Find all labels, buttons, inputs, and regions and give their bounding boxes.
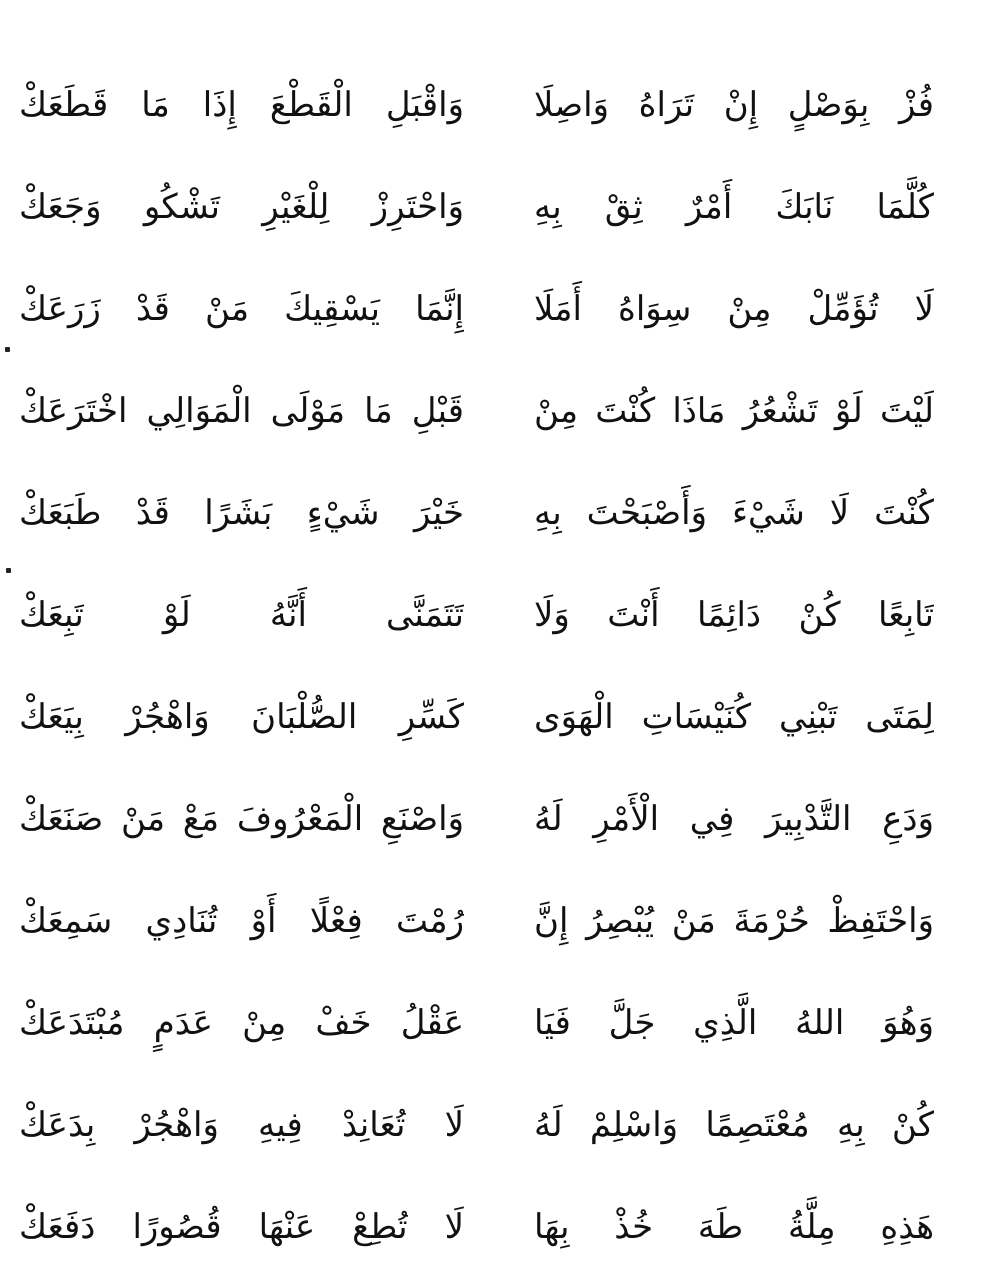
poem xyxy=(0,60,984,1284)
verse-second-hemistich: لَا تُطِعْ عَنْهَا قُصُورًا دَفَعَكْ xyxy=(19,1207,464,1247)
verse-line xyxy=(0,876,984,978)
verse-line xyxy=(0,1080,984,1182)
verse-second-hemistich: وَاصْنَعِ الْمَعْرُوفَ مَعْ مَنْ صَنَعَكْ xyxy=(19,799,464,839)
verse-line xyxy=(0,774,984,876)
verse-line xyxy=(0,468,984,570)
verse-first-hemistich: لِمَتَى تَبْنِي كُنَيْسَاتِ الْهَوَى xyxy=(534,697,934,737)
verse-first-hemistich: وَدَعِ التَّدْبِيرَ فِي الْأَمْرِ لَهُ xyxy=(534,799,934,839)
verse-second-hemistich: كَسِّرِ الصُّلْبَانَ وَاهْجُرْ بِيَعَكْ xyxy=(19,697,464,737)
verse-line xyxy=(0,162,984,264)
verse-first-hemistich: كُنْ بِهِ مُعْتَصِمًا وَاسْلِمْ لَهُ xyxy=(534,1105,934,1145)
verse-first-hemistich: وَاحْتَفِظْ حُرْمَةَ مَنْ يُبْصِرُ إِنَّ xyxy=(534,901,934,941)
verse-second-hemistich: رُمْتَ فِعْلًا أَوْ تُنَادِي سَمِعَكْ xyxy=(19,901,464,941)
verse-first-hemistich: لَا تُؤَمِّلْ مِنْ سِوَاهُ أَمَلَا xyxy=(534,289,934,329)
verse-first-hemistich: تَابِعًا كُنْ دَائِمًا أَنْتَ وَلَا xyxy=(534,595,934,635)
verse-second-hemistich: تَتَمَنَّى أَنَّهُ لَوْ تَبِعَكْ xyxy=(19,595,464,635)
verse-first-hemistich: وَهُوَ اللهُ الَّذِي جَلَّ فَيَا xyxy=(534,1003,934,1043)
verse-line xyxy=(0,672,984,774)
verse-first-hemistich: فُزْ بِوَصْلٍ إِنْ تَرَاهُ وَاصِلَا xyxy=(534,85,934,125)
verse-second-hemistich: وَاقْبَلِ الْقَطْعَ إِذَا مَا قَطَعَكْ xyxy=(19,85,464,125)
verse-line xyxy=(0,570,984,672)
verse-line xyxy=(0,60,984,162)
verse-first-hemistich: هَذِهِ مِلَّةُ طَهَ خُذْ بِهَا xyxy=(534,1207,934,1247)
verse-first-hemistich: كُنْتَ لَا شَيْءَ وَأَصْبَحْتَ بِهِ xyxy=(534,493,934,533)
verse-second-hemistich: وَاحْتَرِزْ لِلْغَيْرِ تَشْكُو وَجَعَكْ xyxy=(19,187,464,227)
verse-line xyxy=(0,366,984,468)
verse-second-hemistich: لَا تُعَانِدْ فِيهِ وَاهْجُرْ بِدَعَكْ xyxy=(19,1105,464,1145)
verse-line xyxy=(0,264,984,366)
verse-second-hemistich: إِنَّمَا يَسْقِيكَ مَنْ قَدْ زَرَعَكْ xyxy=(19,289,464,329)
verse-line xyxy=(0,978,984,1080)
verse-second-hemistich: عَقْلُ خَفْ مِنْ عَدَمٍ مُبْتَدَعَكْ xyxy=(19,1003,464,1043)
verse-second-hemistich: خَيْرَ شَيْءٍ بَشَرًا قَدْ طَبَعَكْ xyxy=(19,493,464,533)
verse-line xyxy=(0,1182,984,1284)
verse-first-hemistich: لَيْتَ لَوْ تَشْعُرُ مَاذَا كُنْتَ مِنْ xyxy=(534,391,934,431)
verse-first-hemistich: كُلَّمَا نَابَكَ أَمْرٌ ثِقْ بِهِ xyxy=(534,187,934,227)
verse-second-hemistich: قَبْلِ مَا مَوْلَى الْمَوَالِي اخْتَرَعَكْ xyxy=(19,391,464,431)
